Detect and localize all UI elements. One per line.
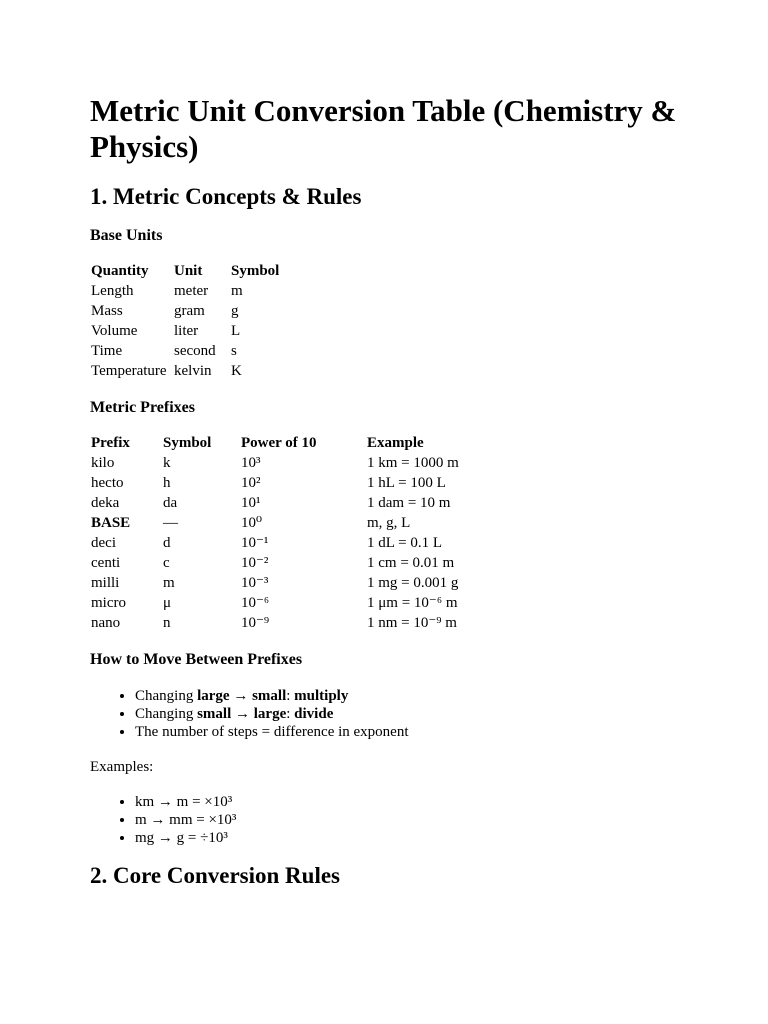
table-cell: meter: [174, 283, 209, 299]
table-cell: g: [231, 303, 239, 319]
table-cell: kilo: [91, 455, 115, 471]
table-cell: 10²: [241, 475, 261, 491]
rule-to: small: [252, 688, 287, 704]
table-cell: 10¹: [241, 495, 261, 511]
table-header-row: [90, 261, 279, 281]
rule-action: multiply: [294, 688, 349, 704]
table-cell: Length: [91, 283, 134, 299]
column-header: Unit: [174, 263, 203, 279]
table-cell: deka: [91, 495, 120, 511]
section-2-heading: 2. Core Conversion Rules: [90, 863, 341, 888]
table-row: [90, 473, 459, 493]
table-cell: k: [163, 455, 171, 471]
column-header: Symbol: [231, 263, 280, 279]
table-cell: gram: [174, 303, 205, 319]
move-rules-list: [90, 687, 690, 741]
table-cell: kelvin: [174, 363, 212, 379]
table-cell: deci: [91, 535, 116, 551]
table-row: [90, 593, 459, 613]
metric-prefixes-table: [90, 433, 459, 633]
table-row: [90, 301, 279, 321]
table-cell: 1 km = 1000 m: [367, 455, 459, 471]
table-cell: 1 mg = 0.001 g: [367, 575, 459, 591]
table-row: [90, 613, 459, 633]
metric-prefixes-body: [90, 453, 459, 633]
table-row: [90, 361, 279, 381]
list-item: [135, 705, 690, 723]
table-cell: 10⁻³: [241, 575, 269, 591]
table-cell: c: [163, 555, 170, 571]
rule-from: small: [197, 706, 232, 722]
metric-prefixes-heading: Metric Prefixes: [90, 399, 195, 416]
table-row: [90, 533, 459, 553]
table-cell: Temperature: [91, 363, 167, 379]
table-cell: 10³: [241, 455, 261, 471]
arrow-icon: →: [231, 706, 254, 722]
table-cell: hecto: [91, 475, 124, 491]
table-row: [90, 573, 459, 593]
table-row: [90, 493, 459, 513]
table-row: [90, 341, 279, 361]
table-row: [90, 513, 459, 533]
move-prefixes-heading: How to Move Between Prefixes: [90, 651, 303, 668]
table-cell: liter: [174, 323, 199, 339]
column-header: Power of 10: [241, 435, 317, 451]
table-cell: L: [231, 323, 241, 339]
base-units-table: [90, 261, 279, 381]
table-cell: 10⁻⁹: [241, 615, 270, 631]
rule-to: large: [253, 706, 287, 722]
list-item: • mg → g = ÷10³: [135, 829, 690, 847]
rule-text: Changing: [135, 706, 198, 722]
column-header: Quantity: [91, 263, 149, 279]
table-header-row: [90, 433, 459, 453]
base-units-heading: Base Units: [90, 227, 163, 244]
rule-from: large: [197, 688, 230, 704]
rule-separator: :: [286, 706, 295, 722]
table-row: [90, 553, 459, 573]
section-1-heading: 1. Metric Concepts & Rules: [90, 184, 362, 209]
table-cell: 10⁻¹: [241, 535, 269, 551]
table-cell: micro: [91, 595, 126, 611]
document: [90, 93, 690, 890]
table-cell: Mass: [91, 303, 123, 319]
column-header: Prefix: [91, 435, 130, 451]
column-header: Symbol: [163, 435, 212, 451]
list-item: • The number of steps = difference in exponent: [135, 723, 690, 741]
table-cell: 10⁻²: [241, 555, 269, 571]
list-item: • km → m = ×10³: [135, 793, 690, 811]
table-cell: m: [231, 283, 243, 299]
table-cell: nano: [91, 615, 121, 631]
table-cell: 1 hL = 100 L: [367, 475, 446, 491]
table-cell: 1 dam = 10 m: [367, 495, 451, 511]
table-cell: milli: [91, 575, 120, 591]
table-cell: second: [174, 343, 216, 359]
table-row: [90, 281, 279, 301]
table-row: [90, 321, 279, 341]
table-cell: d: [163, 535, 171, 551]
document-title: Metric Unit Conversion Table (Chemistry & Physics): [90, 93, 677, 164]
table-cell: 1 μm = 10⁻⁶ m: [367, 595, 458, 611]
table-cell: m, g, L: [367, 515, 411, 531]
table-cell: 1 dL = 0.1 L: [367, 535, 442, 551]
table-cell: da: [163, 495, 178, 511]
base-units-body: [90, 281, 279, 381]
table-cell: Volume: [91, 323, 138, 339]
table-cell: n: [163, 615, 171, 631]
table-cell: 10⁻⁶: [241, 595, 270, 611]
table-cell: —: [163, 515, 178, 531]
rule-separator: :: [286, 688, 295, 704]
examples-list: [90, 793, 690, 847]
list-item: [135, 687, 690, 705]
rule-text: Changing: [135, 688, 198, 704]
examples-label: Examples:: [90, 759, 154, 775]
table-cell: 1 cm = 0.01 m: [367, 555, 455, 571]
table-cell: BASE: [91, 515, 131, 531]
table-cell: m: [163, 575, 175, 591]
table-cell: s: [231, 343, 237, 359]
table-cell: 1 nm = 10⁻⁹ m: [367, 615, 457, 631]
table-cell: 10⁰: [241, 515, 263, 531]
table-cell: centi: [91, 555, 121, 571]
column-header: Example: [367, 435, 424, 451]
arrow-icon: →: [229, 688, 253, 704]
table-cell: μ: [163, 595, 172, 611]
table-cell: Time: [91, 343, 123, 359]
table-cell: K: [231, 363, 242, 379]
list-item: • m → mm = ×10³: [135, 811, 690, 829]
table-row: [90, 453, 459, 473]
rule-action: divide: [294, 706, 334, 722]
table-cell: h: [163, 475, 171, 491]
